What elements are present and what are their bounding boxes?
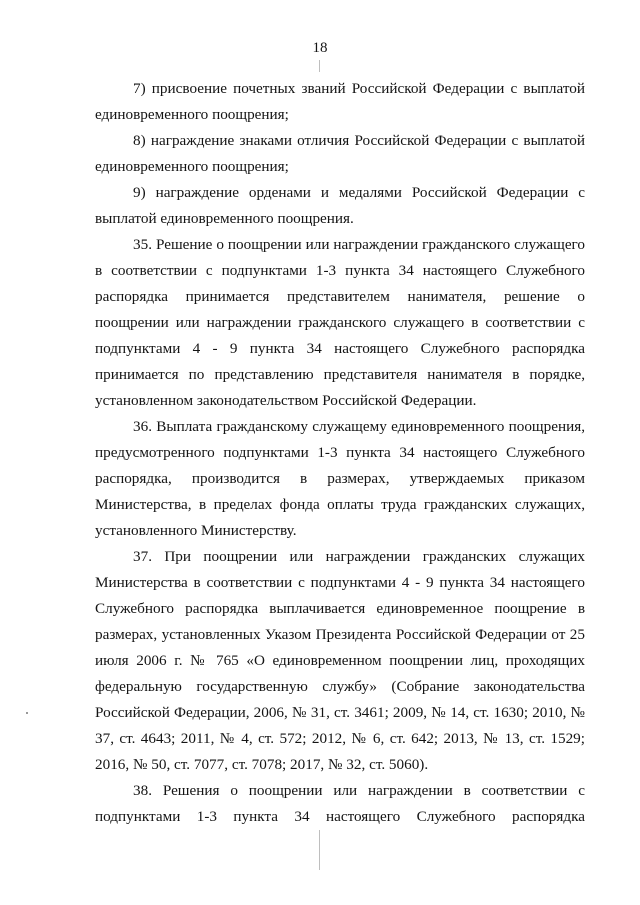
paragraph-35: 35. Решение о поощрении или награждении гражданского служащего в соответствии с подпунктами 1-3 пункта 34 настоящего Служебного распорядка принимается представителем нанимателя, решение о поощрении или награждении гражданского служащего в соответствии с подпунктами 4 - 9 пункта 34 настоящего Служебного распорядка принимается по представлению представителя нанимателя в порядке, установленном законодательством Российской Федерации.: [95, 236, 585, 409]
paragraph-7: 7) присвоение почетных званий Российской Федерации с выплатой единовременного поощрения;: [95, 80, 585, 123]
scan-artifact-line: [319, 830, 320, 870]
page-number: 18: [312, 40, 328, 56]
scan-artifact-dot: [26, 712, 28, 714]
paragraph-38: 38. Решения о поощрении или награждении в соответствии с подпунктами 1-3 пункта 34 настоящего Служебного распорядка: [95, 782, 585, 825]
document-body: [95, 76, 585, 830]
paragraph-9: 9) награждение орденами и медалями Российской Федерации с выплатой единовременного поощрения.: [95, 184, 585, 227]
paragraph-8: 8) награждение знаками отличия Российской Федерации с выплатой единовременного поощрения;: [95, 132, 585, 175]
paragraph-36: 36. Выплата гражданскому служащему единовременного поощрения, предусмотренного подпунктами 1-3 пункта 34 настоящего Служебного распорядка, производится в размерах, утверждаемых приказом Министерства, в пределах фонда оплаты труда гражданских служащих, установленного Министерству.: [95, 418, 585, 539]
scan-artifact-line: [319, 60, 320, 72]
paragraph-37: 37. При поощрении или награждении гражданских служащих Министерства в соответствии с подпунктами 4 - 9 пункта 34 настоящего Служебного распорядка выплачивается единовременное поощрение в размерах, установленных Указом Президента Российской Федерации от 25 июля 2006 г. № 765 «О единовременном поощрении лиц, проходящих федеральную государственную службу» (Собрание законодательства Российской Федерации, 2006, № 31, ст. 3461; 2009, № 14, ст. 1630; 2010, № 37, ст. 4643; 2011, № 4, ст. 572; 2012, № 6, ст. 642; 2013, № 13, ст. 1529; 2016, № 50, ст. 7077, ст. 7078; 2017, № 32, ст. 5060).: [95, 548, 585, 773]
